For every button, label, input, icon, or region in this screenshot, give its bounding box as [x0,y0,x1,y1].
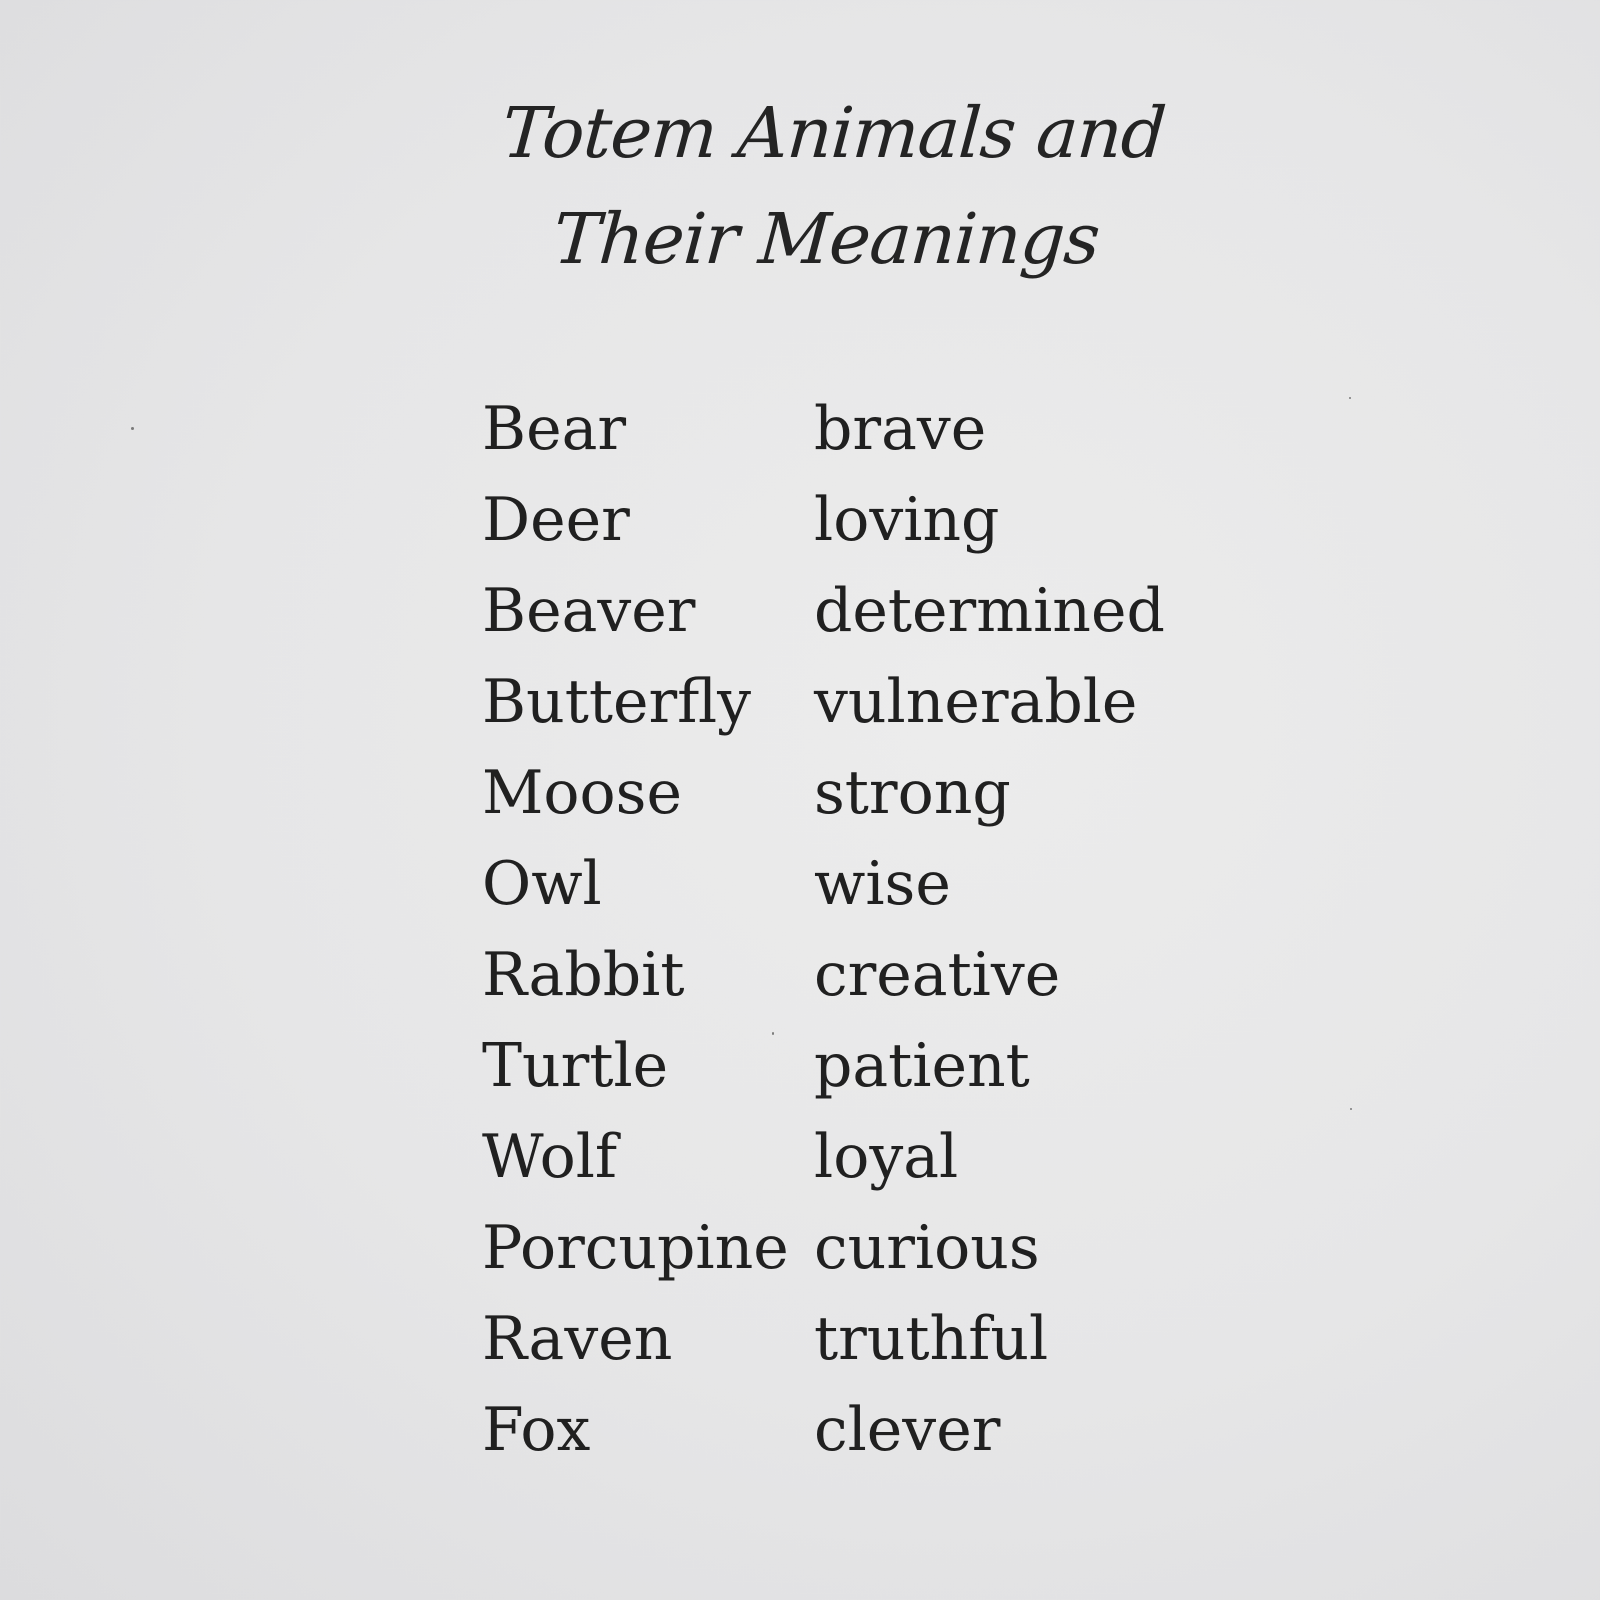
table-row [482,1203,1182,1294]
animal-name: Turtle [482,1031,669,1101]
animal-meaning: clever [814,1395,1001,1465]
table-row [482,839,1182,930]
paper-speck [1350,1108,1352,1110]
table-row [482,930,1182,1021]
animal-meaning: curious [814,1213,1040,1283]
paper-speck [1349,397,1351,399]
animal-name: Porcupine [482,1213,789,1283]
animal-name: Rabbit [482,940,685,1010]
title-line-2: Their Meanings [550,198,1102,280]
animal-meaning: strong [814,758,1011,828]
paper-speck [131,427,134,430]
animal-meaning: truthful [814,1304,1049,1374]
paper-speck [772,1032,774,1035]
animal-name: Raven [482,1304,673,1374]
animal-name: Owl [482,849,602,919]
table-row [482,1112,1182,1203]
table-row [482,475,1182,566]
animal-meaning: patient [814,1031,1030,1101]
totem-table [482,384,1182,1476]
animal-name: Fox [482,1395,591,1465]
table-row [482,1294,1182,1385]
animal-name: Deer [482,485,630,555]
animal-name: Moose [482,758,682,828]
animal-meaning: loyal [814,1122,959,1192]
animal-meaning: wise [814,849,951,919]
animal-name: Butterfly [482,667,752,737]
page-title [0,80,1600,292]
animal-meaning: loving [814,485,1000,555]
table-row [482,657,1182,748]
animal-meaning: brave [814,394,987,464]
animal-meaning: vulnerable [814,667,1138,737]
animal-name: Beaver [482,576,696,646]
table-row [482,748,1182,839]
animal-meaning: creative [814,940,1061,1010]
animal-name: Bear [482,394,627,464]
table-row [482,566,1182,657]
animal-name: Wolf [482,1122,618,1192]
table-row [482,1021,1182,1112]
table-row [482,1385,1182,1476]
table-row [482,384,1182,475]
animal-meaning: determined [814,576,1165,646]
title-line-1: Totem Animals and [499,92,1169,174]
